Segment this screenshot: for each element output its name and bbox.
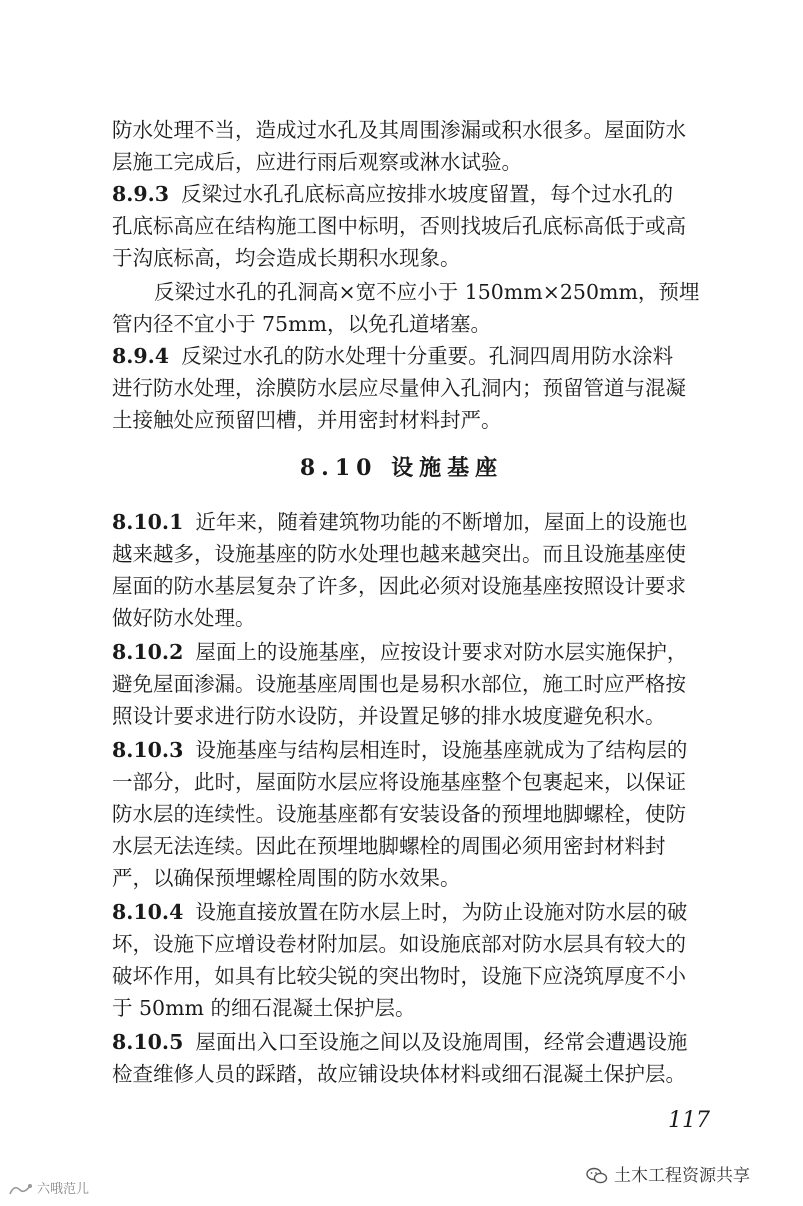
text-line — [112, 506, 712, 538]
text-line — [112, 896, 712, 928]
line-text: 屋面出入口至设施之间以及设施周围，经常会遭遇设施 — [195, 1030, 688, 1054]
clause-number: 8.10.1 — [112, 510, 184, 534]
line-text: 设施直接放置在防水层上时，为防止设施对防水层的破 — [195, 900, 688, 924]
line-text: 层施工完成后，应进行雨后观察或淋水试验。 — [112, 150, 522, 174]
text-line — [112, 668, 712, 700]
line-text: 土接触处应预留凹槽，并用密封材料封严。 — [112, 408, 502, 432]
watermark-wechat — [586, 1163, 796, 1189]
text-line — [112, 1026, 712, 1058]
text-line — [112, 700, 712, 732]
text-line — [112, 114, 712, 146]
wechat-icon — [586, 1167, 608, 1185]
line-text: 做好防水处理。 — [112, 606, 256, 630]
section-title: 8.10 设施基座 — [299, 455, 504, 481]
line-text: 越来越多，设施基座的防水处理也越来越突出。而且设施基座使 — [112, 542, 686, 566]
text-line — [112, 830, 712, 862]
clause-number: 8.10.2 — [112, 640, 184, 664]
clause-number: 8.10.3 — [112, 738, 184, 762]
text-line — [112, 570, 712, 602]
text-line — [112, 242, 712, 274]
watermark-wechat-text: 土木工程资源共享 — [614, 1166, 750, 1186]
line-text: 管内径不宜小于 75mm，以免孔道堵塞。 — [112, 312, 491, 336]
text-line — [112, 372, 712, 404]
clause-number: 8.9.4 — [112, 344, 170, 368]
line-text: 屋面上的设施基座，应按设计要求对防水层实施保护， — [195, 640, 688, 664]
line-text: 水层无法连续。因此在预埋地脚螺栓的周围必须用密封材料封 — [112, 834, 666, 858]
line-text: 严，以确保预埋螺栓周围的防水效果。 — [112, 866, 461, 890]
line-text: 反梁过水孔的防水处理十分重要。孔洞四周用防水涂料 — [181, 344, 674, 368]
line-text: 防水处理不当，造成过水孔及其周围渗漏或积水很多。屋面防水 — [112, 118, 686, 142]
text-line — [112, 146, 712, 178]
line-text: 检查维修人员的踩踏，故应铺设块体材料或细石混凝土保护层。 — [112, 1062, 686, 1086]
clause-number: 8.10.5 — [112, 1030, 184, 1054]
text-line — [112, 766, 712, 798]
text-line — [112, 1058, 712, 1090]
line-text: 于沟底标高，均会造成长期积水现象。 — [112, 246, 461, 270]
watermark-left — [8, 1180, 148, 1200]
text-line — [112, 308, 712, 340]
text-line — [112, 798, 712, 830]
text-line — [112, 178, 712, 210]
line-text: 坏，设施下应增设卷材附加层。如设施底部对防水层具有较大的 — [112, 932, 686, 956]
line-text: 孔底标高应在结构施工图中标明，否则找坡后孔底标高低于或高 — [112, 214, 686, 238]
text-line — [112, 602, 712, 634]
watermark-left-text: 六哦范儿 — [37, 1182, 90, 1197]
text-line — [112, 992, 712, 1024]
line-text: 破坏作用，如具有比较尖锐的突出物时，设施下应浇筑厚度不小 — [112, 964, 686, 988]
line-text: 设施基座与结构层相连时，设施基座就成为了结构层的 — [195, 738, 688, 762]
line-text: 照设计要求进行防水设防，并设置足够的排水坡度避免积水。 — [112, 704, 666, 728]
text-line — [112, 862, 712, 894]
text-line — [112, 928, 712, 960]
line-text: 屋面的防水基层复杂了许多，因此必须对设施基座按照设计要求 — [112, 574, 686, 598]
line-text: 反梁过水孔孔底标高应按排水坡度留置，每个过水孔的 — [181, 182, 674, 206]
line-text: 避免屋面渗漏。设施基座周围也是易积水部位，施工时应严格按 — [112, 672, 686, 696]
text-line — [112, 340, 712, 372]
text-line — [112, 734, 712, 766]
watermark-logo-icon — [8, 1182, 34, 1198]
line-text: 反梁过水孔的孔洞高×宽不应小于 150mm×250mm，预埋 — [154, 280, 700, 304]
text-line — [112, 404, 712, 436]
clause-number: 8.9.3 — [112, 182, 170, 206]
line-text: 进行防水处理，涂膜防水层应尽量伸入孔洞内；预留管道与混凝 — [112, 376, 686, 400]
line-text: 防水层的连续性。设施基座都有安装设备的预埋地脚螺栓，使防 — [112, 802, 686, 826]
text-line — [112, 538, 712, 570]
text-line — [112, 210, 712, 242]
line-text: 一部分，此时，屋面防水层应将设施基座整个包裹起来，以保证 — [112, 770, 686, 794]
text-line — [112, 960, 712, 992]
line-text: 于 50mm 的细石混凝土保护层。 — [112, 996, 416, 1020]
text-line — [112, 636, 712, 668]
line-text: 近年来，随着建筑物功能的不断增加，屋面上的设施也 — [195, 510, 688, 534]
clause-number: 8.10.4 — [112, 900, 184, 924]
page-number: 117 — [668, 1108, 710, 1133]
text-line — [112, 276, 754, 308]
